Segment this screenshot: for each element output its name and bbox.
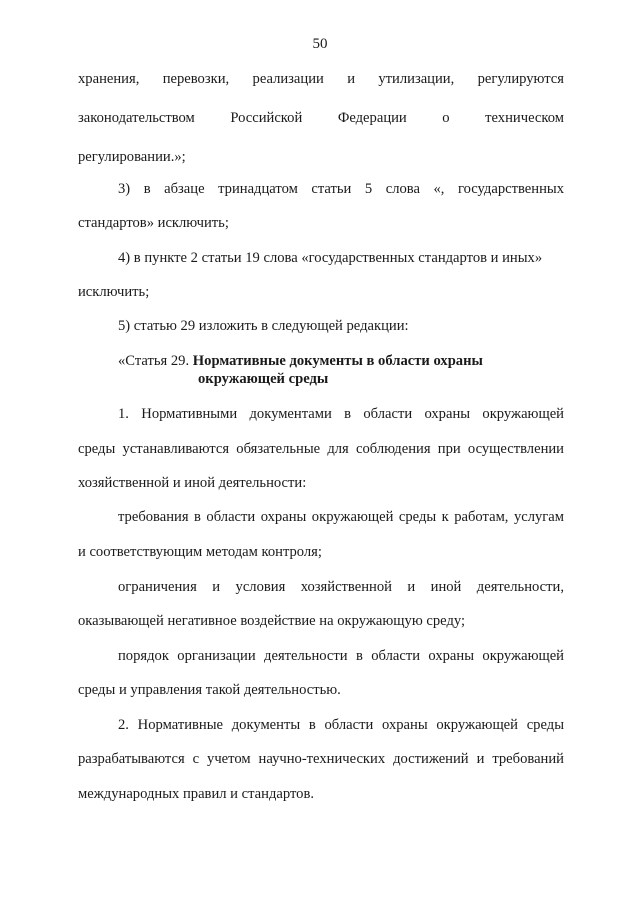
text-line: стандартов» исключить; — [78, 215, 229, 231]
text-line: хранения, перевозки, реализации и утилизации, регулируются — [78, 71, 564, 87]
text-line: среды и управления такой деятельностью. — [78, 682, 341, 698]
text-line: хозяйственной и иной деятельности: — [78, 475, 307, 491]
text-line: исключить; — [78, 284, 150, 300]
text-line: 4) в пункте 2 статьи 19 слова «государственных стандартов и иных» — [118, 250, 543, 266]
text-line: 1. Нормативными документами в области охраны окружающей — [118, 406, 564, 422]
article-title-line2: окружающей среды — [198, 371, 329, 387]
text-line: 2. Нормативные документы в области охраны окружающей среды — [118, 717, 564, 733]
text-line: среды устанавливаются обязательные для соблюдения при осуществлении — [78, 441, 564, 457]
text-line: порядок организации деятельности в области охраны окружающей — [118, 648, 564, 664]
text-line: международных правил и стандартов. — [78, 786, 314, 802]
text-line: 5) статью 29 изложить в следующей редакции: — [118, 318, 409, 334]
text-line: регулировании.»; — [78, 149, 186, 165]
article-heading — [118, 352, 564, 370]
text-line: ограничения и условия хозяйственной и иной деятельности, — [118, 579, 564, 595]
article-number: «Статья 29. — [118, 353, 190, 369]
article-title-line1: Нормативные документы в области охраны — [192, 353, 483, 369]
page-number: 50 — [312, 36, 328, 52]
text-line: 3) в абзаце тринадцатом статьи 5 слова «, государственных — [118, 181, 564, 197]
text-line: требования в области охраны окружающей среды к работам, услугам — [118, 509, 564, 525]
text-line: оказывающей негативное воздействие на окружающую среду; — [78, 613, 466, 629]
text-line: законодательством Российской Федерации о техническом — [78, 110, 564, 126]
text-line: разрабатываются с учетом научно-технических достижений и требований — [78, 751, 564, 767]
text-line: и соответствующим методам контроля; — [78, 544, 322, 560]
